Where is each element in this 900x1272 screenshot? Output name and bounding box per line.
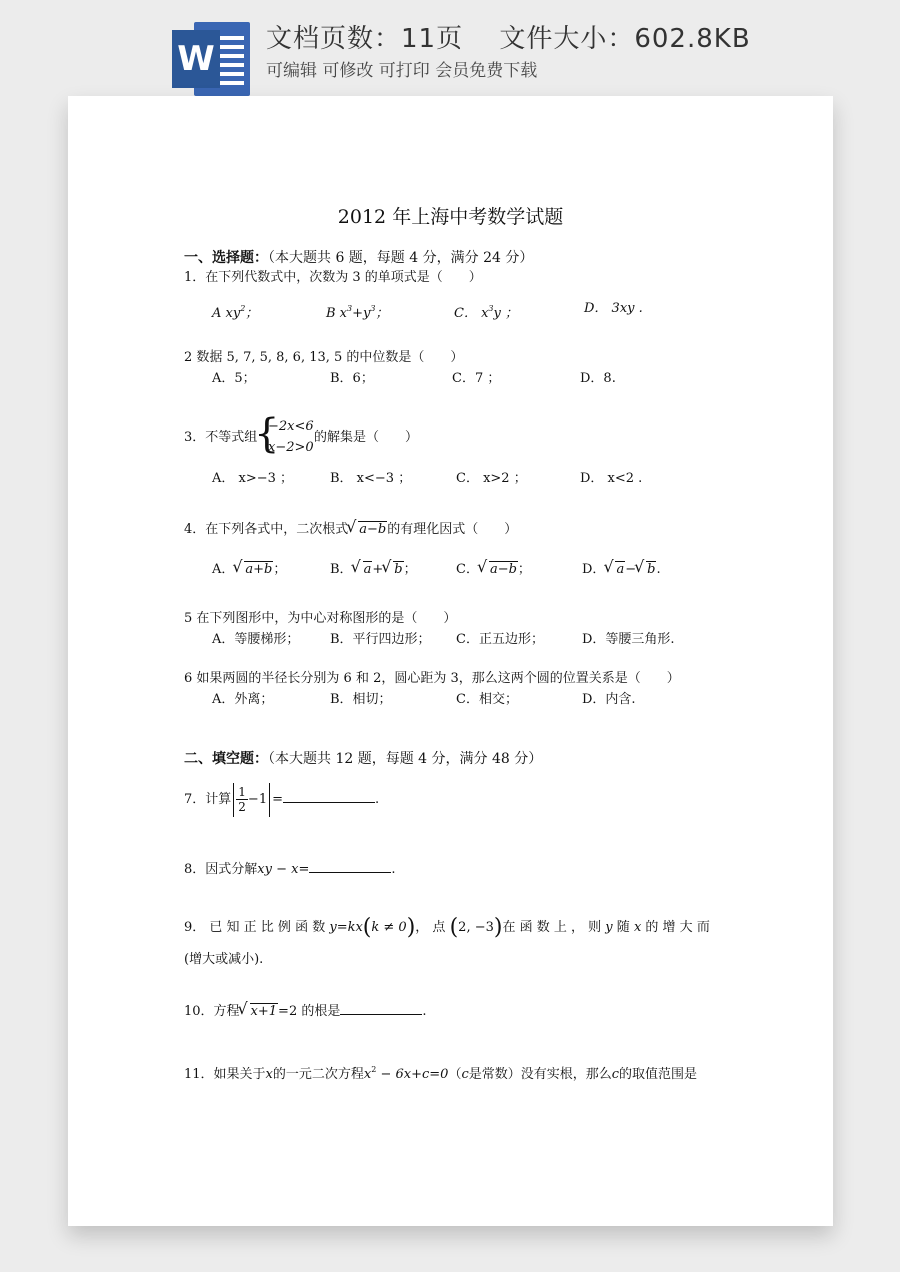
- q3-line1: −2x<6: [268, 419, 314, 434]
- q6-option-a: A．外离；: [212, 692, 274, 707]
- q5-option-d: D．等腰三角形.: [582, 632, 675, 647]
- page-title: 2012 年上海中考数学试题: [337, 206, 564, 228]
- q3-suffix: 的解集是（ ）: [314, 430, 419, 445]
- q6-option-c: C．相交；: [456, 692, 518, 707]
- q3-brace: {: [254, 411, 280, 457]
- section2-desc: （本大题共 12 题，每题 4 分，满分 48 分）: [268, 751, 543, 767]
- q6-stem: 6 如果两圆的半径长分别为 6 和 2，圆心距为 3，那么这两个圆的位置关系是（ ）: [184, 671, 680, 686]
- section1-desc: （本大题共 6 题，每题 4 分，满分 24 分）: [268, 250, 534, 266]
- q2-option-a: A．5；: [212, 371, 256, 386]
- q5-stem: 5 在下列图形中，为中心对称图形的是（ ）: [184, 611, 457, 626]
- q10-answer-blank: [340, 1002, 422, 1015]
- q10-stem: 10．方程√ x+1=2 的根是 .: [184, 1002, 426, 1020]
- q1-option-b: B $x^3+y^3$；: [326, 304, 389, 321]
- q3-option-a: A． x>−3 ；: [212, 471, 294, 486]
- q3-line2: x−2>0: [268, 440, 314, 455]
- q9-line2: (增大或减小).: [184, 952, 264, 967]
- q5-option-a: A．等腰梯形；: [212, 632, 300, 647]
- q5-option-b: B．平行四边形；: [330, 632, 431, 647]
- q4-option-c: C．√ a−b；: [456, 562, 531, 578]
- q4-option-a: A．√ a+b；: [212, 562, 286, 578]
- q1-option-a: A $xy^2$；: [212, 304, 259, 321]
- section1-header: [184, 250, 533, 266]
- q2-option-c: C．7 ；: [452, 371, 501, 386]
- q7-fraction: $\frac{1}{2}$: [238, 785, 246, 814]
- q4-option-d: D．√ a−√ b.: [582, 562, 661, 578]
- q3-option-c: C． x>2 ；: [456, 471, 527, 486]
- q6-option-d: D．内含.: [582, 692, 636, 707]
- section2-heading: 二、填空题：: [184, 751, 268, 767]
- word-document-icon: [172, 22, 250, 96]
- q1-option-d: D． 3xy .: [584, 301, 643, 316]
- word-icon-letter: W: [172, 30, 220, 88]
- q2-stem: 2 数据 5, 7, 5, 8, 6, 13, 5 的中位数是（ ）: [184, 350, 464, 365]
- q5-option-c: C．正五边形；: [456, 632, 544, 647]
- section1-heading: 一、选择题：: [184, 250, 268, 266]
- q6-option-b: B．相切；: [330, 692, 392, 707]
- q8-stem: 8．因式分解xy − x= .: [184, 862, 396, 877]
- file-info-title: 文档页数：11页 文件大小：602.8KB: [266, 24, 751, 54]
- q1-option-c: C． $x^3y$ ；: [454, 304, 518, 321]
- section2-header: [184, 751, 542, 767]
- q4-radical: √ a−b: [348, 522, 387, 538]
- q3-prefix: 3．不等式组: [184, 430, 258, 445]
- q11-stem: 11．如果关于x的一元二次方程$x^2 - 6x+c=0(c$是常数）没有实根，那么c的取值范围是: [184, 1065, 698, 1082]
- q3-option-d: D． x<2 .: [580, 471, 643, 486]
- q8-answer-blank: [309, 860, 391, 873]
- q7-stem: 7．计算 $\frac{1}{2}$ −1 = .: [184, 782, 379, 818]
- q4-stem: 4．在下列各式中，二次根式√ a−b的有理化因式（ ）: [184, 522, 517, 538]
- download-header: [0, 0, 900, 96]
- file-info-subtitle: 可编辑 可修改 可打印 会员免费下载: [266, 61, 538, 81]
- q9-line1: 9． 已 知 正 比 例 函 数 y=kx(k ≠ 0)， 点 (2, −3)在 函 数 上 ， 则 y 随 x 的 增 大 而: [184, 915, 710, 940]
- q3-option-b: B． x<−3 ；: [330, 471, 412, 486]
- document-page: [68, 96, 833, 1226]
- q4-option-b: B．√ a+√ b；: [330, 562, 417, 578]
- q7-answer-blank: [283, 790, 375, 803]
- q2-option-d: D．8.: [580, 371, 616, 386]
- q1-stem: 1．在下列代数式中，次数为 3 的单项式是（ ）: [184, 270, 482, 285]
- q2-option-b: B．6；: [330, 371, 374, 386]
